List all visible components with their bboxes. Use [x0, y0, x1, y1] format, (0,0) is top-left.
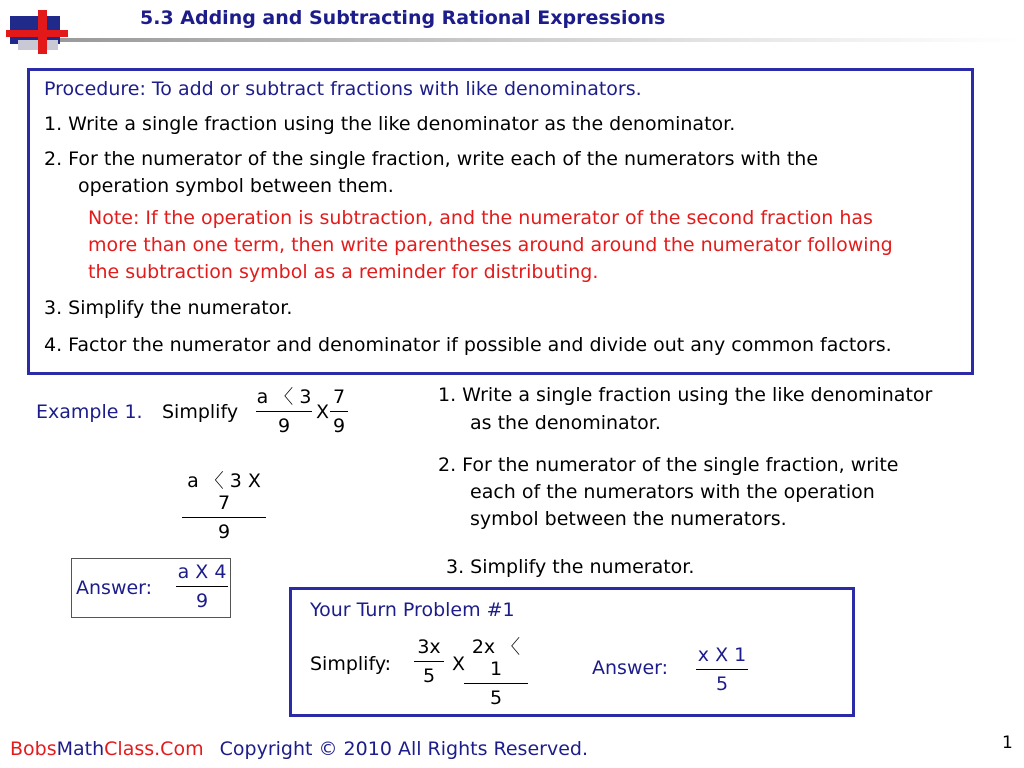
fraction-denominator: 5 [422, 665, 436, 687]
step-2-line-3: symbol between the numerators. [470, 508, 787, 530]
procedure-heading: Procedure: To add or subtract fractions with like denominators. [44, 78, 642, 100]
fraction-denominator: 9 [277, 415, 291, 437]
note-line-1: Note: If the operation is subtraction, and the numerator of the second fraction has [88, 207, 873, 229]
fraction-numerator: a Χ 4 [177, 561, 227, 583]
procedure-box [27, 68, 974, 375]
fraction-numerator: 3x [417, 636, 441, 658]
example-fraction-1 [256, 386, 312, 437]
logo-red-bar [6, 30, 68, 37]
example-fraction-2 [330, 386, 348, 437]
answer-label: Answer: [76, 577, 153, 599]
fraction-denominator: 9 [332, 415, 346, 437]
your-turn-answer-label: Answer: [592, 657, 669, 679]
example-label: Example 1. [36, 401, 143, 423]
fraction-bar [256, 411, 312, 412]
procedure-step-1: 1. Write a single fraction using the like denominator as the denominator. [44, 113, 736, 135]
step-2-line-2: each of the numerators with the operation [470, 481, 875, 503]
your-turn-title: Your Turn Problem #1 [310, 599, 515, 621]
fraction-numerator: x Χ 1 [697, 644, 747, 666]
brand-class: Class.Com [104, 738, 204, 760]
procedure-step-4: 4. Factor the numerator and denominator if possible and divide out any common factors. [44, 334, 892, 356]
fraction-denominator: 9 [195, 590, 209, 612]
note-line-2: more than one term, then write parentheses around around the numerator following [88, 234, 893, 256]
example-simplify-label: Simplify [162, 401, 239, 423]
fraction-bar [330, 411, 348, 412]
step-1-line-2: as the denominator. [470, 412, 661, 434]
note-line-3: the subtraction symbol as a reminder for distributing. [88, 261, 599, 283]
fraction-bar [696, 669, 748, 670]
page-number: 1 [1002, 733, 1013, 753]
answer-fraction [176, 561, 228, 612]
slide-title: 5.3 Adding and Subtracting Rational Expressions [140, 7, 666, 29]
minus-operator: Χ [452, 653, 466, 675]
combined-fraction [182, 470, 266, 543]
step-3: 3. Simplify the numerator. [446, 556, 695, 578]
copyright-text: Copyright © 2010 All Rights Reserved. [219, 738, 588, 760]
fraction-bar [414, 661, 444, 662]
brand-bobs: Bobs [10, 738, 57, 760]
answer-box [71, 558, 231, 618]
footer [10, 738, 588, 760]
your-turn-answer-fraction [696, 644, 748, 695]
procedure-step-3: 3. Simplify the numerator. [44, 297, 293, 319]
fraction-bar [176, 586, 228, 587]
procedure-step-2-line-2: operation symbol between them. [78, 175, 394, 197]
title-divider [60, 38, 1020, 42]
fraction-numerator: a 〈 3 Χ 7 [187, 470, 261, 514]
your-turn-box [289, 587, 855, 717]
minus-operator: Χ [316, 401, 330, 423]
fraction-numerator: 2x 〈 1 [471, 636, 521, 680]
procedure-step-2-line-1: 2. For the numerator of the single fraction, write each of the numerators with the [44, 148, 819, 170]
logo-red-bar-vertical [38, 10, 47, 54]
fraction-bar [464, 683, 528, 684]
fraction-denominator: 5 [489, 687, 503, 709]
your-turn-fraction-2 [464, 636, 528, 709]
your-turn-simplify-label: Simplify: [310, 653, 392, 675]
your-turn-fraction-1 [414, 636, 444, 687]
step-1-line-1: 1. Write a single fraction using the like denominator [438, 384, 933, 406]
fraction-denominator: 5 [715, 673, 729, 695]
fraction-numerator: a 〈 3 [256, 386, 312, 408]
fraction-bar [182, 517, 266, 518]
fraction-numerator: 7 [332, 386, 346, 408]
brand-math: Math [56, 738, 105, 760]
step-2-line-1: 2. For the numerator of the single fraction, write [438, 454, 899, 476]
fraction-denominator: 9 [217, 521, 231, 543]
